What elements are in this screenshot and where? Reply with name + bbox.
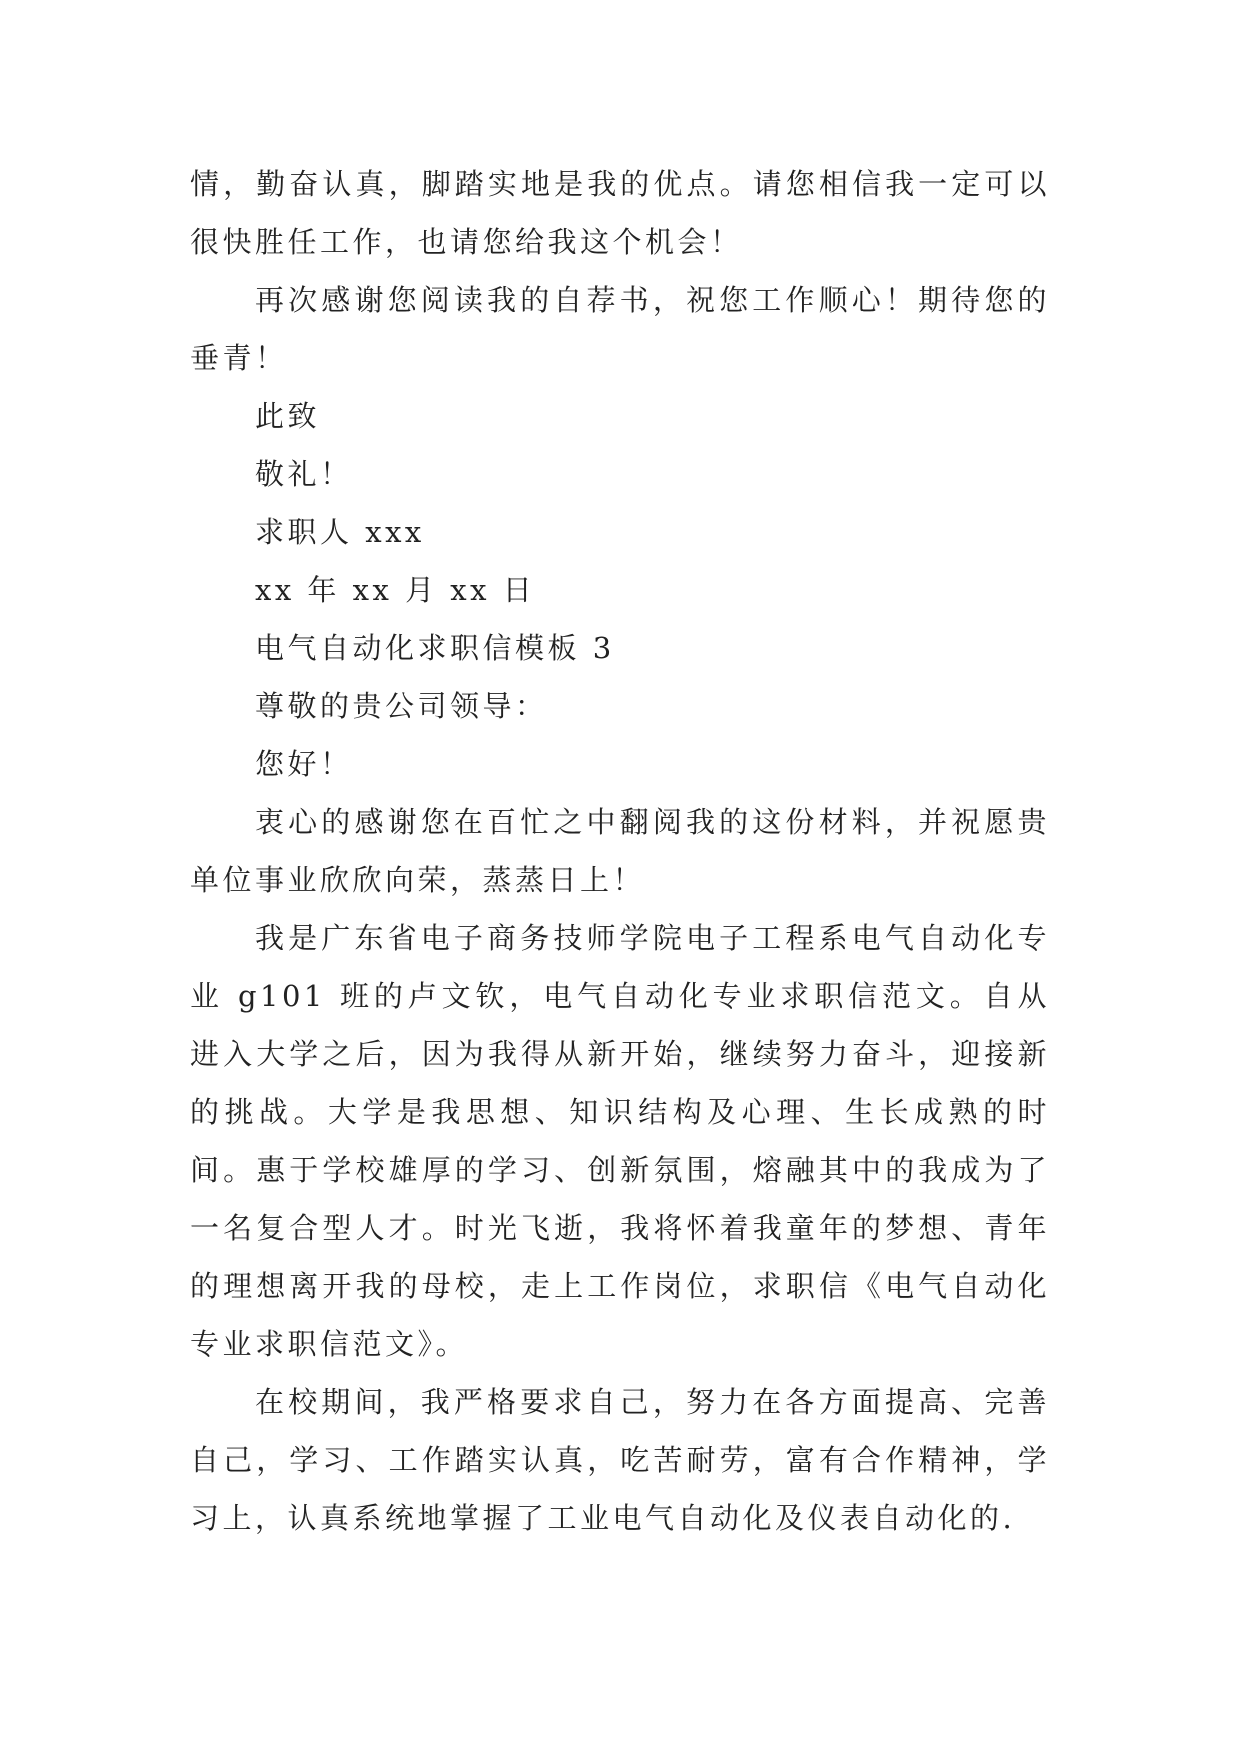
greeting-hello: 您好！ xyxy=(255,747,353,781)
paragraph-1: 情，勤奋认真，脚踏实地是我的优点。请您相信我一定可以很快胜任工作，也请您给我这个机会！ xyxy=(190,167,1050,259)
document-body xyxy=(190,155,1050,1547)
paragraph-school-period: 在校期间，我严格要求自己，努力在各方面提高、完善自己，学习、工作踏实认真，吃苦耐劳，富有合作精神，学习上，认真系统地掌握了工业电气自动化及仪表自动化的. xyxy=(190,1385,1050,1535)
paragraph-2: 再次感谢您阅读我的自荐书，祝您工作顺心！期待您的垂青！ xyxy=(190,283,1050,375)
paragraph-thanks: 衷心的感谢您在百忙之中翻阅我的这份材料，并祝愿贵单位事业欣欣向荣，蒸蒸日上！ xyxy=(190,805,1050,897)
paragraph-introduction: 我是广东省电子商务技师学院电子工程系电气自动化专业 g101 班的卢文钦，电气自动化专业求职信范文。自从进入大学之后，因为我得从新开始，继续努力奋斗，迎接新的挑战。大学是我思想、知识结构及心理、生长成熟的时间。惠于学校雄厚的学习、创新氛围，熔融其中的我成为了一名复合型人才。时光飞逝，我将怀着我童年的梦想、青年的理想离开我的母校，走上工作岗位，求职信《电气自动化专业求职信范文》。 xyxy=(190,921,1050,1361)
signature-line: 求职人 xxx xyxy=(255,515,425,549)
date-line: xx 年 xx 月 xx 日 xyxy=(255,573,536,607)
closing-salutation: 此致 xyxy=(255,399,321,433)
section-heading: 电气自动化求职信模板 3 xyxy=(255,631,615,665)
closing-respect: 敬礼！ xyxy=(255,457,353,491)
greeting-addressee: 尊敬的贵公司领导： xyxy=(255,689,548,723)
